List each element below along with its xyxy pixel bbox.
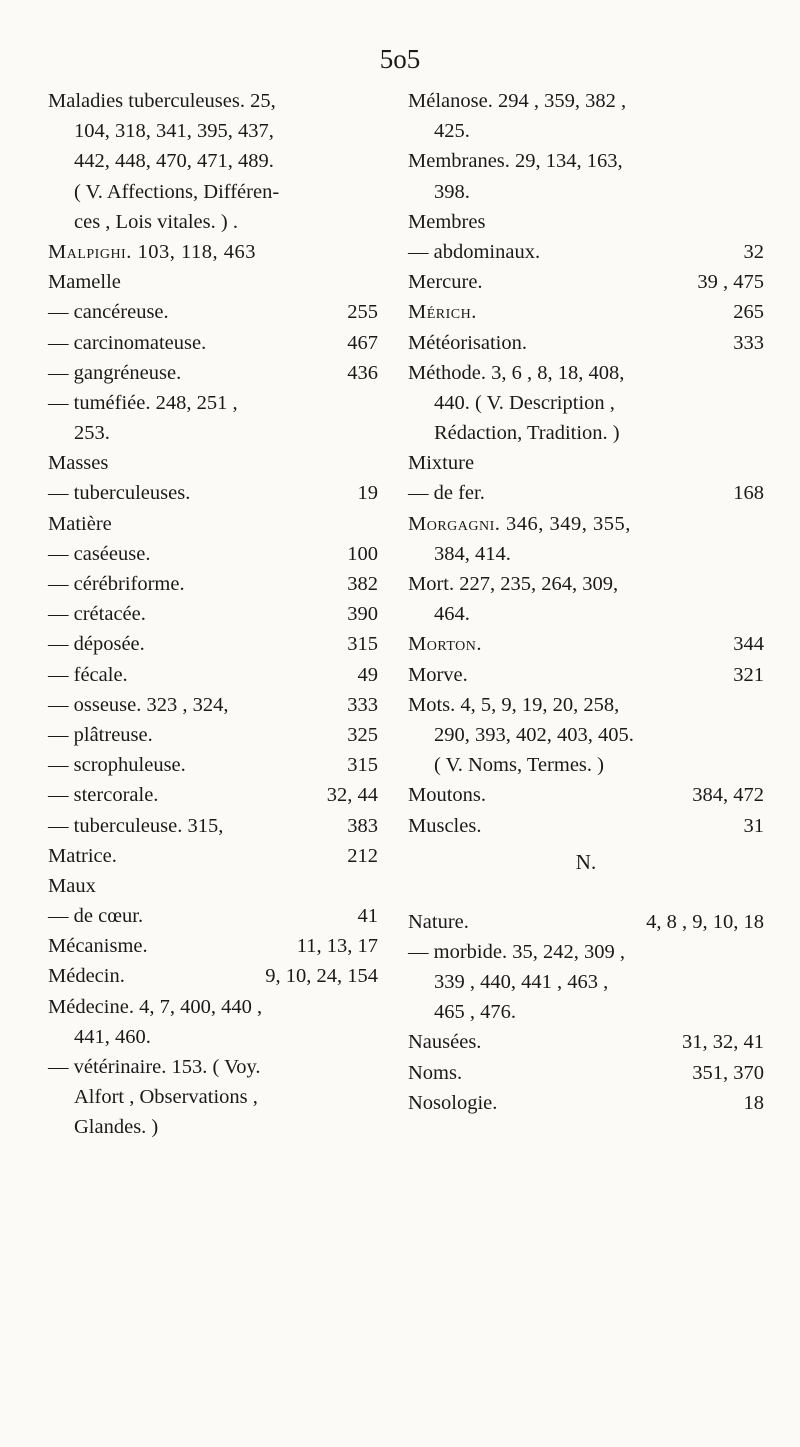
entry-text: — crétacée. (48, 603, 146, 626)
index-entry (408, 237, 764, 267)
index-entry (48, 992, 378, 1022)
entry-text: Mercure. (408, 271, 483, 294)
entry-pages: 333 (733, 331, 764, 354)
index-entry (408, 599, 764, 629)
entry-text: — carcinomateuse. (48, 331, 207, 354)
index-entry (408, 146, 764, 176)
index-entry (408, 478, 764, 508)
entry-text: Moutons. (408, 784, 487, 807)
index-entry (48, 177, 378, 207)
index-entry (48, 116, 378, 146)
entry-text: Maux (48, 874, 96, 897)
index-entry (48, 509, 378, 539)
entry-text: — gangréneuse. (48, 361, 182, 384)
entry-pages: 168 (733, 482, 764, 505)
entry-text: Masses (48, 452, 109, 475)
entry-text: — déposée. (48, 633, 145, 656)
entry-text: Médecine. 4, 7, 400, 440 , (48, 995, 263, 1018)
entry-text: Mort. 227, 235, 264, 309, (408, 573, 619, 595)
page-number: 5o5 (379, 44, 421, 74)
index-entry (48, 358, 378, 388)
index-entry (48, 418, 378, 448)
index-entry (48, 297, 378, 327)
entry-text: — cérébriforme. (48, 573, 185, 595)
index-entry (408, 997, 764, 1027)
index-entry (408, 907, 764, 937)
index-entry (408, 690, 764, 720)
entry-text: ( V. Noms, Termes. ) (434, 754, 604, 777)
entry-text: 464. (434, 603, 470, 626)
index-entry (408, 1058, 764, 1088)
index-column-left (48, 86, 378, 1143)
index-entry (48, 901, 378, 931)
entry-pages: 436 (347, 361, 378, 384)
entry-text: — cancéreuse. (48, 301, 169, 324)
index-entry (408, 297, 764, 327)
index-entry (48, 599, 378, 629)
index-entry (48, 146, 378, 176)
index-entry (48, 660, 378, 690)
entry-text: — vétérinaire. 153. ( Voy. (48, 1056, 261, 1078)
entry-text: — tuberculeuse. 315, (48, 814, 224, 837)
entry-text: Matière (48, 512, 112, 535)
index-entry (408, 780, 764, 810)
entry-pages: 333 (347, 693, 378, 716)
entry-text: Maladies tuberculeuses. 25, (48, 90, 276, 112)
index-entry (408, 1088, 764, 1118)
index-entry (408, 509, 764, 539)
entry-text: Nature. (408, 910, 469, 933)
index-entry (48, 1112, 378, 1142)
index-entry (408, 207, 764, 237)
entry-text: 290, 393, 402, 403, 405. (434, 723, 634, 746)
entry-text: — osseuse. 323 , 324, (48, 693, 229, 716)
index-entry (48, 1082, 378, 1112)
entry-text: 440. ( V. Description , (434, 391, 615, 414)
index-entry (48, 1052, 378, 1082)
index-entry (408, 177, 764, 207)
entry-text: 398. (434, 180, 470, 203)
index-entry (48, 629, 378, 659)
entry-pages: 31, 32, 41 (682, 1031, 764, 1054)
entry-pages: 315 (347, 754, 378, 777)
entry-text: — tuberculeuses. (48, 482, 191, 505)
entry-text: — stercorale. (48, 784, 159, 807)
index-entry (408, 328, 764, 358)
entry-text: Mots. 4, 5, 9, 19, 20, 258, (408, 693, 620, 716)
entry-text: — de fer. (408, 482, 485, 505)
index-entry (408, 967, 764, 997)
entry-text: 253. (74, 422, 110, 445)
index-entry (48, 841, 378, 871)
entry-text: Alfort , Observations , (74, 1086, 258, 1109)
entry-pages: 383 (347, 814, 378, 837)
entry-text: Médecin. (48, 965, 125, 988)
entry-text: Nausées. (408, 1031, 482, 1054)
index-entry (48, 237, 378, 267)
entry-pages: 321 (733, 663, 764, 686)
index-entry (48, 207, 378, 237)
entry-pages: 325 (347, 723, 378, 746)
entry-pages: 39 , 475 (697, 271, 764, 294)
index-entry (408, 418, 764, 448)
index-entry (48, 539, 378, 569)
entry-text: — morbide. 35, 242, 309 , (408, 940, 625, 963)
index-entry (48, 750, 378, 780)
entry-pages: 4, 8 , 9, 10, 18 (646, 910, 764, 933)
index-entry (48, 388, 378, 418)
entry-text: ( V. Affections, Différen- (74, 180, 280, 203)
index-entry (48, 871, 378, 901)
entry-pages: 9, 10, 24, 154 (265, 965, 378, 988)
entry-pages: 18 (743, 1091, 764, 1114)
entry-text: Méthode. 3, 6 , 8, 18, 408, (408, 361, 625, 384)
entry-text: 441, 460. (74, 1025, 151, 1048)
entry-text: Noms. (408, 1061, 463, 1084)
index-entry (408, 750, 764, 780)
entry-pages: 384, 472 (692, 784, 764, 807)
index-entry (48, 328, 378, 358)
section-letter: N. (575, 849, 597, 874)
index-entry (408, 660, 764, 690)
entry-text: — caséeuse. (48, 542, 151, 565)
entry-text: — fécale. (48, 663, 128, 686)
entry-pages: 315 (347, 633, 378, 656)
entry-text: 442, 448, 470, 471, 489. (74, 150, 274, 173)
entry-text: Muscles. (408, 814, 482, 837)
entry-pages: 467 (347, 331, 378, 354)
entry-text: — scrophuleuse. (48, 754, 186, 777)
entry-text: ces , Lois vitales. ) . (74, 210, 238, 233)
entry-text: 465 , 476. (434, 1001, 516, 1024)
entry-text: — tuméfiée. 248, 251 , (48, 391, 238, 414)
entry-text: Mérich. (408, 301, 477, 324)
entry-text: — de cœur. (48, 905, 144, 928)
entry-pages: 351, 370 (692, 1061, 764, 1084)
entry-text: Rédaction, Tradition. ) (434, 422, 620, 445)
index-entry (408, 116, 764, 146)
entry-pages: 32 (743, 240, 764, 263)
entry-text: Morve. (408, 663, 468, 686)
entry-text: Malpighi. 103, 118, 463 (48, 240, 256, 263)
entry-text: — plâtreuse. (48, 723, 153, 746)
index-entry (48, 267, 378, 297)
index-entry (48, 961, 378, 991)
entry-pages: 344 (733, 633, 764, 656)
entry-text: Morton. (408, 633, 482, 656)
entry-pages: 31 (743, 814, 764, 837)
index-entry (48, 780, 378, 810)
index-entry (48, 86, 378, 116)
index-entry (408, 569, 764, 599)
entry-text: Mixture (408, 452, 475, 475)
entry-text: Matrice. (48, 844, 117, 867)
entry-pages: 19 (357, 482, 378, 505)
entry-pages: 382 (347, 573, 378, 595)
entry-pages: 212 (347, 844, 378, 867)
index-entry (48, 931, 378, 961)
index-entry (48, 720, 378, 750)
index-entry (48, 478, 378, 508)
entry-text: 425. (434, 120, 470, 143)
index-entry (408, 937, 764, 967)
index-column-right (408, 86, 764, 1118)
entry-pages: 11, 13, 17 (296, 935, 378, 958)
index-entry (408, 448, 764, 478)
entry-text: Mécanisme. (48, 935, 148, 958)
entry-text: Membres (408, 210, 486, 233)
entry-text: — abdominaux. (408, 240, 541, 263)
index-entry (48, 569, 378, 599)
entry-text: 339 , 440, 441 , 463 , (434, 971, 609, 994)
entry-text: Mamelle (48, 271, 121, 294)
entry-text: Glandes. ) (74, 1116, 159, 1139)
entry-pages: 390 (347, 603, 378, 626)
index-entry (408, 1027, 764, 1057)
index-entry (408, 358, 764, 388)
index-entry (48, 1022, 378, 1052)
index-entry (408, 539, 764, 569)
entry-text: Mélanose. 294 , 359, 382 , (408, 90, 627, 112)
index-entry (48, 690, 378, 720)
index-entry (48, 811, 378, 841)
entry-pages: 255 (347, 301, 378, 324)
entry-text: 104, 318, 341, 395, 437, (74, 120, 274, 143)
entry-text: Morgagni. 346, 349, 355, (408, 512, 631, 535)
index-entry (408, 720, 764, 750)
entry-pages: 32, 44 (326, 784, 378, 807)
index-entry (408, 267, 764, 297)
index-entry (408, 86, 764, 116)
entry-pages: 265 (733, 301, 764, 324)
index-entry (408, 388, 764, 418)
entry-pages: 49 (357, 663, 378, 686)
entry-text: Météorisation. (408, 331, 527, 354)
entry-text: Membranes. 29, 134, 163, (408, 150, 623, 173)
index-entry (408, 629, 764, 659)
index-entry (408, 811, 764, 841)
entry-pages: 41 (357, 905, 378, 928)
entry-text: 384, 414. (434, 542, 511, 565)
entry-pages: 100 (347, 542, 378, 565)
entry-text: Nosologie. (408, 1091, 498, 1114)
index-entry (48, 448, 378, 478)
